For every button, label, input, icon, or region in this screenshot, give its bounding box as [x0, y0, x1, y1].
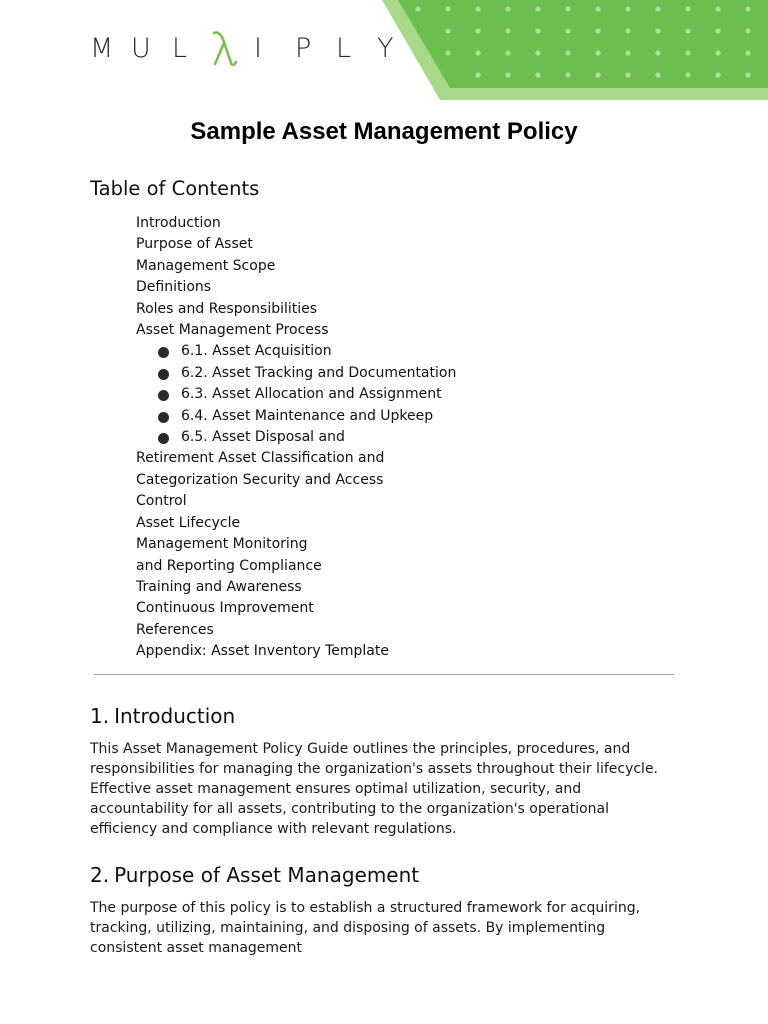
toc-item-label: Asset Management Process: [136, 322, 329, 339]
section-body-introduction: This Asset Management Policy Guide outlines the principles, procedures, and responsibilities for managing the organization's assets throughout their lifecycle. Effective asset management ensures optimal utilization, security, and accountability for all assets, contributing to the organization's operational efficiency and compliance with relevant regulations.: [90, 741, 659, 837]
section-number: 1.: [90, 704, 110, 728]
logo-letter: Y: [377, 32, 394, 64]
toc-item-label: Introduction: [136, 215, 221, 231]
banner-dot: [445, 28, 450, 33]
banner-dot: [685, 72, 690, 77]
toc-item-label: Management Monitoring: [136, 536, 308, 553]
banner-dot: [535, 50, 540, 55]
bullet-icon: [158, 412, 169, 423]
banner-dot: [565, 6, 570, 11]
banner-dot: [745, 72, 750, 77]
toc-item-label: Training and Awareness: [136, 578, 302, 595]
toc-item: [136, 448, 456, 469]
document-title: Sample Asset Management Policy: [190, 118, 578, 145]
toc-item: [136, 534, 456, 555]
logo-letter: M: [90, 32, 114, 64]
section-heading-introduction: [90, 704, 235, 728]
toc-heading: Table of Contents: [90, 177, 260, 200]
banner-dot: [715, 50, 720, 55]
toc-item: [136, 577, 456, 598]
banner-main-shape: [398, 0, 768, 88]
toc-item-label: Management Scope: [136, 257, 276, 274]
bullet-icon: [158, 390, 169, 401]
banner-dot: [655, 72, 660, 77]
toc-item-label: and Reporting Compliance: [136, 557, 322, 574]
banner-dot: [535, 72, 540, 77]
banner-dot: [535, 28, 540, 33]
banner-dot: [475, 72, 480, 77]
banner-dot: [475, 50, 480, 55]
toc-item-label: 6.1. Asset Acquisition: [181, 343, 332, 360]
toc-item-label: 6.3. Asset Allocation and Assignment: [181, 386, 442, 403]
toc-item: [136, 556, 456, 577]
logo-letter: I: [254, 32, 262, 64]
banner-dot: [505, 28, 510, 33]
table-of-contents: [136, 213, 456, 663]
toc-subitem: [136, 406, 456, 427]
banner-dot: [715, 28, 720, 33]
logo-letter: L: [172, 32, 188, 64]
banner-dot: [625, 28, 630, 33]
banner-dot: [655, 6, 660, 11]
toc-item-label: Roles and Responsibilities: [136, 300, 318, 317]
section-title: Introduction: [114, 704, 236, 728]
banner-dot: [475, 6, 480, 11]
logo-letter: P: [295, 32, 312, 64]
toc-item-label: Definitions: [136, 279, 212, 296]
toc-item-label: 6.2. Asset Tracking and Documentation: [181, 364, 457, 381]
logo-letter: U: [131, 32, 151, 64]
banner-dot: [625, 6, 630, 11]
bullet-icon: [158, 347, 169, 358]
banner-dot: [685, 50, 690, 55]
bullet-icon: [158, 433, 169, 444]
banner-dot: [625, 72, 630, 77]
toc-item-label: References: [136, 621, 214, 638]
banner-dot: [475, 28, 480, 33]
section-body-purpose: The purpose of this policy is to establish a structured framework for acquiring, tracking, utilizing, maintaining, and disposing of assets. By implementing consistent asset management: [90, 900, 641, 956]
banner-dot: [745, 50, 750, 55]
logo-letter: L: [336, 32, 352, 64]
toc-item: [136, 491, 456, 512]
toc-item-label: Continuous Improvement: [136, 600, 314, 617]
banner-dot: [595, 72, 600, 77]
toc-item: [136, 470, 456, 491]
toc-subitem: [136, 341, 456, 362]
section-number: 2.: [90, 863, 110, 887]
banner-dot: [565, 28, 570, 33]
banner-dot: [505, 72, 510, 77]
toc-item-label: Control: [136, 493, 187, 510]
toc-item-label: Asset Lifecycle: [136, 514, 241, 531]
toc-item-label: Categorization Security and Access: [136, 471, 384, 488]
banner-dot: [595, 50, 600, 55]
toc-item: [136, 620, 456, 641]
banner-dot: [445, 6, 450, 11]
toc-item-label: Retirement Asset Classification and: [136, 450, 385, 467]
banner-dot: [565, 72, 570, 77]
banner-dot: [535, 6, 540, 11]
toc-item: [136, 213, 456, 234]
toc-item: [136, 598, 456, 619]
toc-item-label: Appendix: Asset Inventory Template: [136, 643, 389, 660]
banner-dot: [445, 50, 450, 55]
bullet-icon: [158, 369, 169, 380]
lambda-logo-icon: [213, 28, 254, 68]
toc-subitem: [136, 384, 456, 405]
banner-dot: [565, 50, 570, 55]
toc-item-label: 6.4. Asset Maintenance and Upkeep: [181, 407, 434, 424]
banner-dot: [655, 28, 660, 33]
section-heading-purpose: [90, 863, 419, 887]
banner-dot: [745, 6, 750, 11]
toc-item: [136, 641, 456, 662]
toc-item: [136, 277, 456, 298]
toc-item-label: Purpose of Asset: [136, 236, 253, 253]
banner-dot: [415, 6, 420, 11]
banner-dot: [685, 6, 690, 11]
banner-dot: [595, 6, 600, 11]
banner-dot: [685, 28, 690, 33]
toc-item: [136, 320, 456, 341]
banner-dot: [715, 72, 720, 77]
toc-subitem: [136, 427, 456, 448]
banner-dot: [655, 50, 660, 55]
section-title: Purpose of Asset Management: [114, 863, 420, 887]
banner-dot: [505, 50, 510, 55]
banner-dot: [625, 50, 630, 55]
banner-dot: [745, 28, 750, 33]
banner-dot: [715, 6, 720, 11]
section-divider: [94, 674, 674, 675]
toc-item: [136, 256, 456, 277]
multiply-logo: [90, 28, 394, 68]
toc-subitem: [136, 363, 456, 384]
toc-item: [136, 513, 456, 534]
toc-item: [136, 299, 456, 320]
toc-item: [136, 234, 456, 255]
banner-dot: [595, 28, 600, 33]
toc-item-label: 6.5. Asset Disposal and: [181, 429, 345, 446]
banner-dot: [505, 6, 510, 11]
